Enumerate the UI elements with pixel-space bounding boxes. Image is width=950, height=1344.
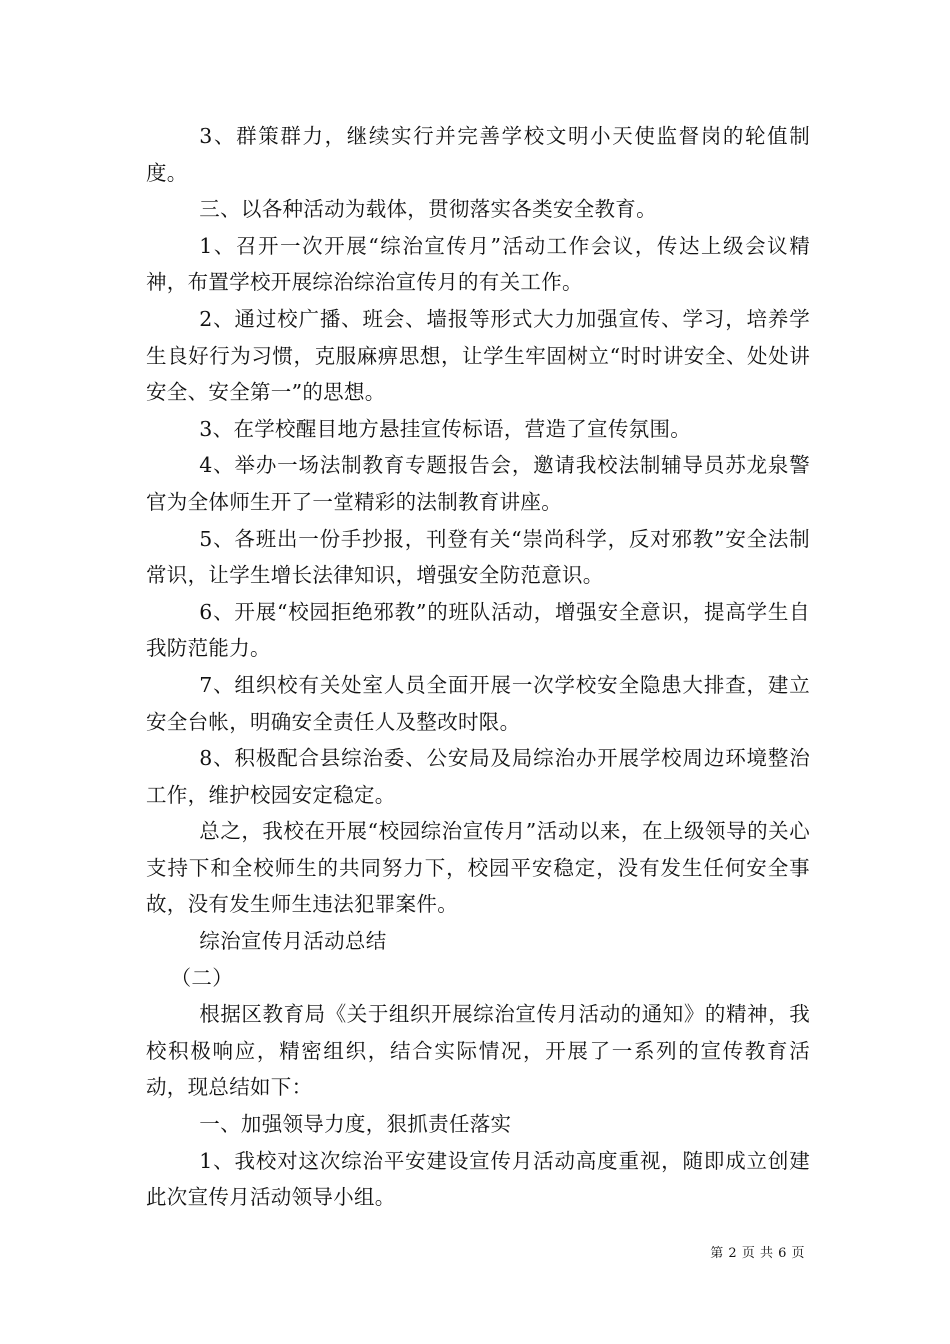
paragraph-item-4-lecture: 4、举办一场法制教育专题报告会，邀请我校法制辅导员苏龙泉警官为全体师生开了一堂精彩的法制教育讲座。 [146,453,810,514]
document-title: 综治宣传月活动总结 [199,929,387,954]
paragraph-item-7-inspection: 7、组织校有关处室人员全面开展一次学校安全隐患大排查，建立安全台帐，明确安全责任人及整改时限。 [146,672,810,734]
paragraph-item-3-slogans: 3、在学校醒目地方悬挂宣传标语，营造了宣传氛围。 [199,416,692,441]
paragraph-item-8-environment: 8、积极配合县综治委、公安局及局综治办开展学校周边环境整治工作，维护校园安定稳定。 [146,746,810,807]
section-heading-1-leadership: 一、加强领导力度，狠抓责任落实 [199,1112,512,1137]
paragraph-item-6-class-activity: 6、开展“校园拒绝邪教”的班队活动，增强安全意识，提高学生自我防范能力。 [146,599,810,661]
document-body [146,118,810,1216]
paragraph-item-5-handwritten-paper: 5、各班出一份手抄报，刊登有关“崇尚科学，反对邪教”安全法制常识，让学生增长法律知识，增强安全防范意识。 [146,526,810,588]
paragraph-item-1-leadership-group: 1、我校对这次综治平安建设宣传月活动高度重视，随即成立创建此次宣传月活动领导小组。 [146,1148,810,1210]
paragraph-item-2-broadcast: 2、通过校广播、班会、墙报等形式大力加强宣传、学习，培养学生良好行为习惯，克服麻痹思想，让学生牢固树立“时时讲安全、处处讲安全、安全第一”的思想。 [146,306,810,405]
paragraph-item-1-meeting: 1、召开一次开展“综治宣传月”活动工作会议，传达上级会议精神，布置学校开展综治综治宣传月的有关工作。 [146,233,810,295]
page-number: 第 2 页 共 6 页 [710,1246,805,1261]
paragraph-item-3-monitor-duty: 3、群策群力，继续实行并完善学校文明小天使监督岗的轮值制度。 [146,124,810,185]
paragraph-conclusion: 总之，我校在开展“校园综治宣传月”活动以来，在上级领导的关心支持下和全校师生的共同努力下，校园平安稳定，没有发生任何安全事故，没有发生师生违法犯罪案件。 [146,819,810,917]
paragraph-intro: 根据区教育局《关于组织开展综治宣传月活动的通知》的精神，我校积极响应，精密组织，结合实际情况，开展了一系列的宣传教育活动，现总结如下： [146,1002,810,1100]
document-subtitle: （二） [170,965,233,990]
section-heading-3-activities: 三、以各种活动为载体，贯彻落实各类安全教育。 [199,197,657,222]
